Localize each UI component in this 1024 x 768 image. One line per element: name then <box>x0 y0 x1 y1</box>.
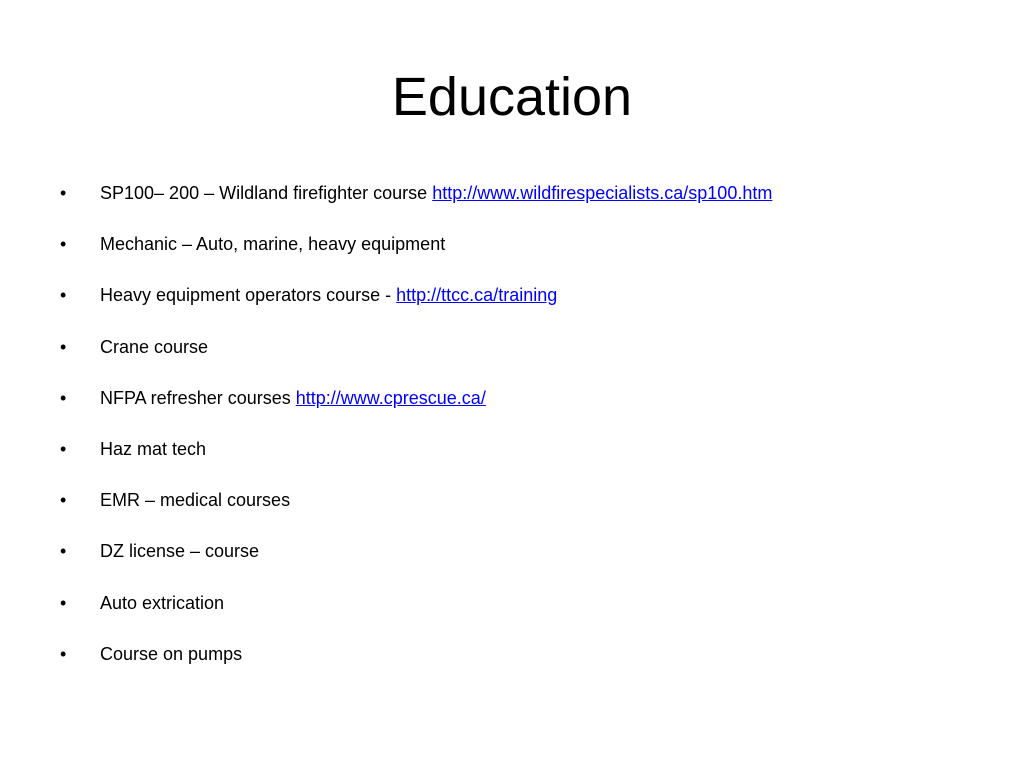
bullet-text <box>100 586 224 620</box>
bullet-label: Haz mat tech <box>100 438 207 459</box>
list-item <box>60 227 980 278</box>
list-item <box>60 381 980 432</box>
bullet-icon: • <box>60 285 67 306</box>
list-item <box>60 432 980 483</box>
bullet-label: Mechanic – Auto, marine, heavy equipment <box>100 234 446 255</box>
bullet-text <box>100 227 445 261</box>
bullet-label: NFPA refresher courses <box>100 387 296 408</box>
list-item <box>60 278 980 329</box>
bullet-label: Auto extrication <box>100 592 225 613</box>
ttcc-training-link[interactable]: http://ttcc.ca/training <box>396 285 558 306</box>
bullet-icon: • <box>60 336 67 357</box>
bullet-label: Course on pumps <box>100 643 243 664</box>
cprescue-link[interactable]: http://www.cprescue.ca/ <box>295 387 486 408</box>
bullet-text <box>100 637 242 671</box>
bullet-text <box>100 381 486 415</box>
bullet-label: EMR – medical courses <box>100 490 291 511</box>
bullet-icon: • <box>60 387 67 408</box>
wildfirespecialists-link[interactable]: http://www.wildfirespecialists.ca/sp100.htm <box>432 183 773 203</box>
bullet-label: SP100– 200 – Wildland firefighter course <box>100 183 433 203</box>
list-item <box>60 330 980 381</box>
bullet-icon: • <box>60 490 67 511</box>
bullet-text <box>100 330 208 364</box>
bullet-icon: • <box>60 592 67 613</box>
bullet-icon: • <box>60 438 67 459</box>
bullet-text <box>100 278 557 312</box>
bullet-label: Crane course <box>100 336 209 357</box>
bullet-icon: • <box>60 541 67 562</box>
bullet-icon: • <box>60 234 67 255</box>
list-item <box>60 176 980 227</box>
list-item <box>60 483 980 534</box>
bullet-text <box>100 534 259 568</box>
slide-title: Education <box>391 67 633 127</box>
bullet-icon: • <box>60 183 67 203</box>
bullet-text <box>100 483 290 517</box>
bullet-label: DZ license – course <box>100 541 260 562</box>
bullet-icon: • <box>60 643 67 664</box>
list-item <box>60 637 980 688</box>
bullet-text <box>100 176 772 210</box>
list-item <box>60 586 980 637</box>
bullet-text <box>100 432 206 466</box>
bullet-list <box>60 176 980 688</box>
bullet-label: Heavy equipment operators course - <box>100 285 397 306</box>
list-item <box>60 534 980 585</box>
